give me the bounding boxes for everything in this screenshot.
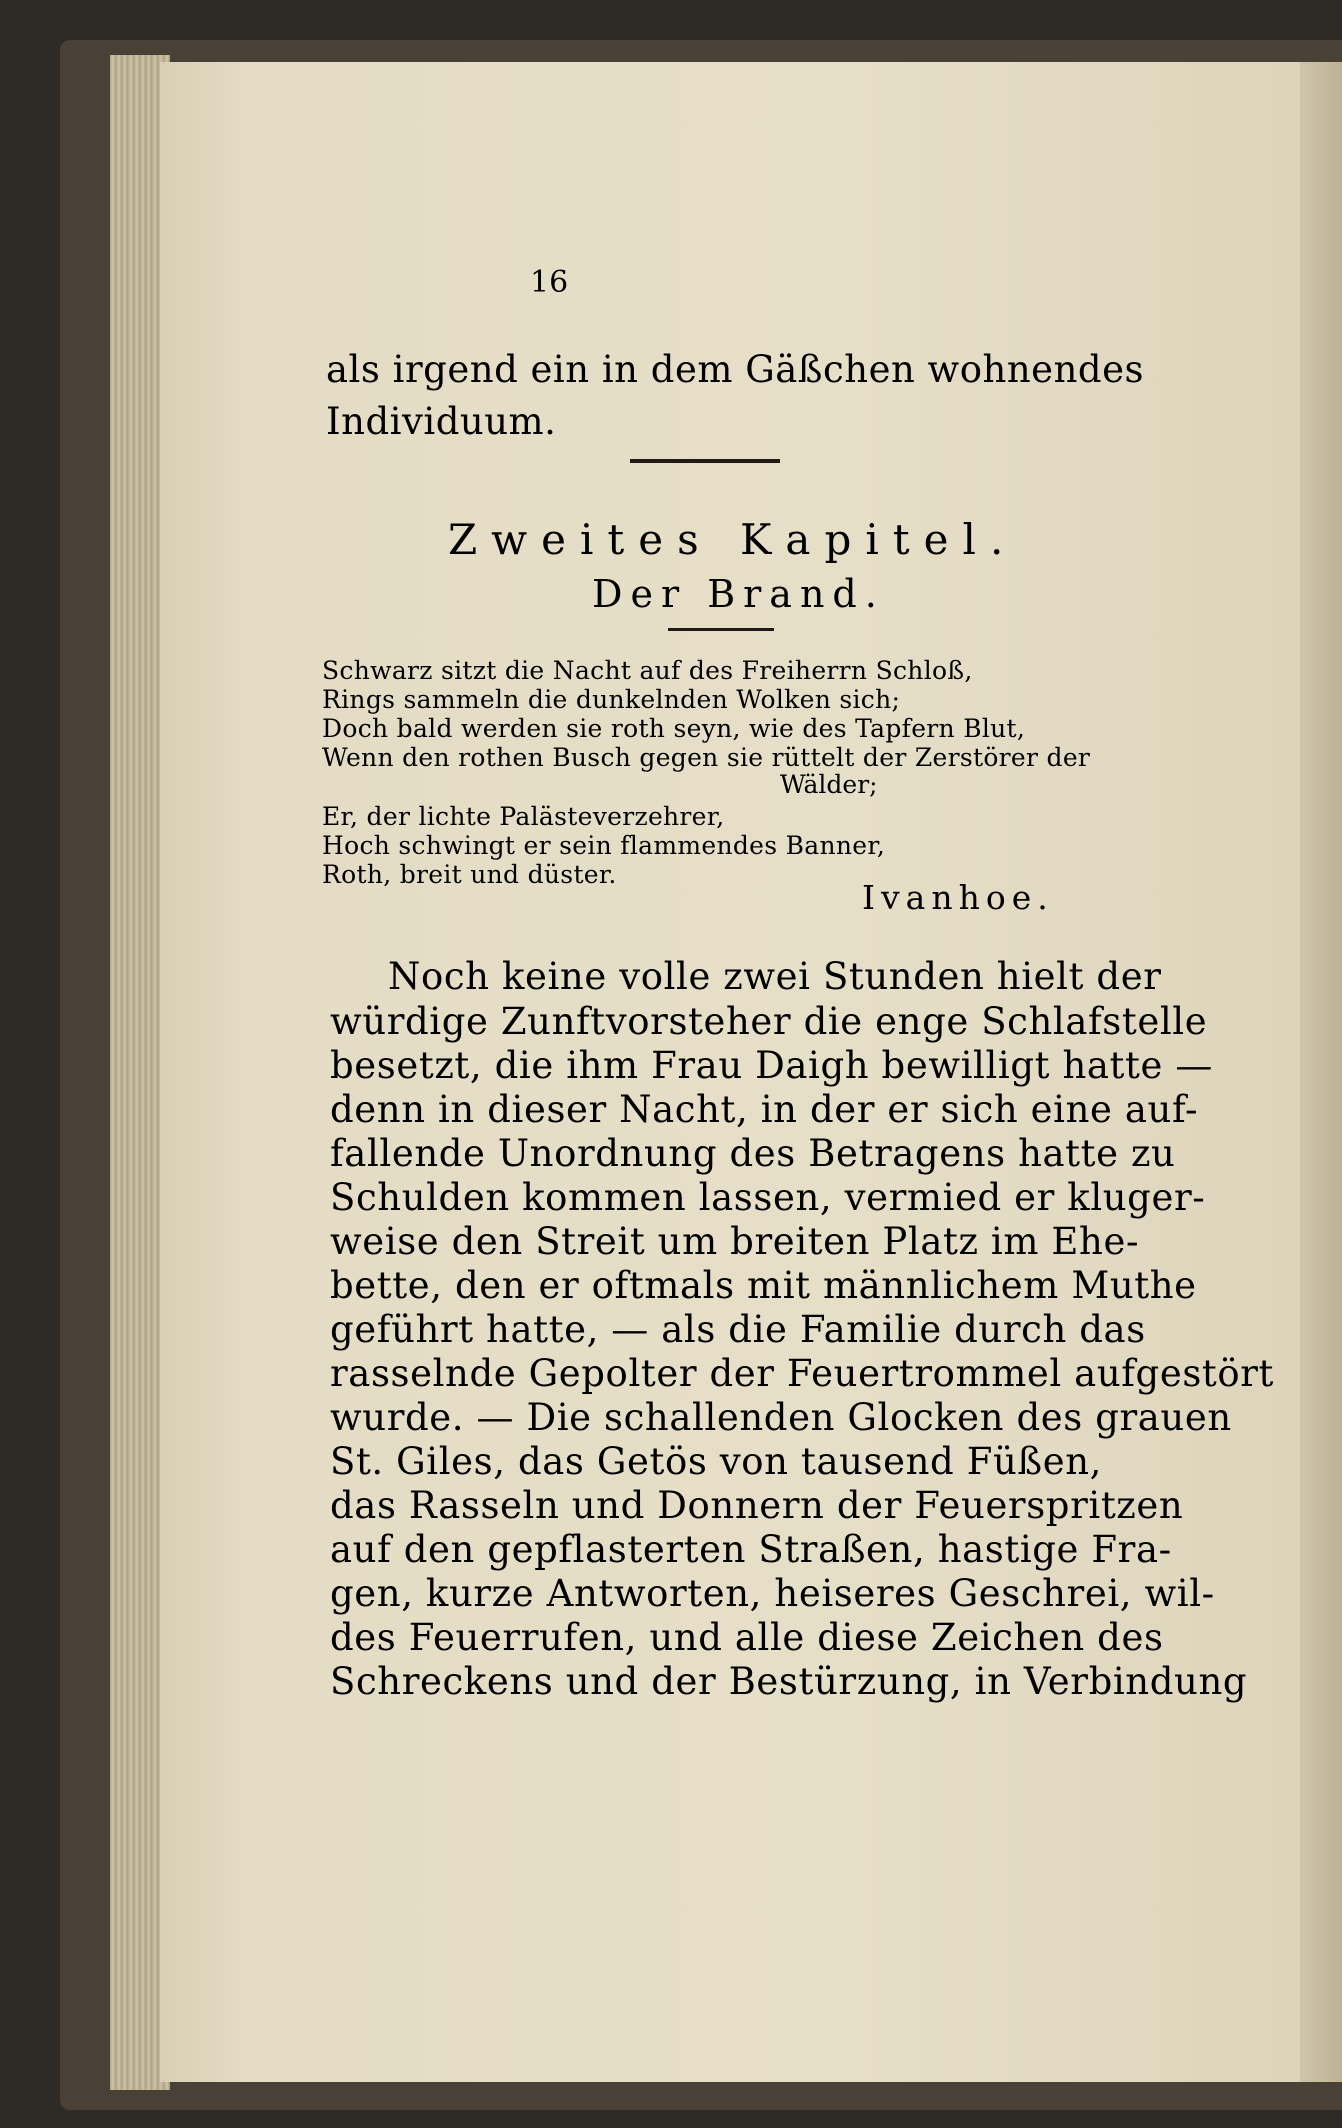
poem-source: Ivanhoe. — [862, 878, 1054, 917]
poem-line: Doch bald werden sie roth seyn, wie des Tapfern Blut, — [322, 714, 1026, 743]
opening-line: Individuum. — [326, 400, 557, 443]
poem-line: Wenn den rothen Busch gegen sie rüttelt der Zerstörer der — [322, 743, 1091, 772]
section-rule — [630, 459, 780, 463]
poem-line: Hoch schwingt er sein flammendes Banner, — [322, 831, 886, 860]
paragraph-line: Noch keine volle zwei Stunden hielt der — [388, 955, 1162, 998]
paragraph-line: fallende Unordnung des Betragens hatte zu — [330, 1132, 1176, 1175]
facing-page-edge — [1300, 62, 1342, 2082]
poem-line: Er, der lichte Palästeverzehrer, — [322, 802, 725, 831]
paragraph-line: des Feuerrufen, und alle diese Zeichen des — [330, 1616, 1164, 1659]
poem-line: Rings sammeln die dunkelnden Wolken sich; — [322, 685, 901, 714]
paragraph-line: wurde. — Die schallenden Glocken des grauen — [330, 1396, 1232, 1439]
paragraph-line: Schulden kommen lassen, vermied er kluger- — [330, 1176, 1206, 1219]
paragraph-line: rasselnde Gepolter der Feuertrommel aufgestört — [330, 1352, 1275, 1395]
paragraph-line: besetzt, die ihm Frau Daigh bewilligt hatte — — [330, 1044, 1213, 1087]
opening-line: als irgend ein in dem Gäßchen wohnendes — [326, 348, 1144, 391]
paragraph-line: denn in dieser Nacht, in der er sich eine auf- — [330, 1088, 1199, 1131]
paragraph-line: St. Giles, das Getös von tausend Füßen, — [330, 1440, 1102, 1483]
poem-line: Roth, breit und düster. — [322, 860, 617, 889]
chapter-subtitle: Der Brand. — [592, 572, 885, 616]
paragraph-line: würdige Zunftvorsteher die enge Schlafstelle — [330, 1000, 1208, 1043]
paragraph-line: Schreckens und der Bestürzung, in Verbindung — [330, 1660, 1248, 1703]
paragraph-line: auf den gepflasterten Straßen, hastige Fra- — [330, 1528, 1172, 1571]
chapter-title: Zweites Kapitel. — [448, 515, 1018, 564]
paragraph-line: das Rasseln und Donnern der Feuerspritzen — [330, 1484, 1184, 1527]
paragraph-line: bette, den er oftmals mit männlichem Muthe — [330, 1264, 1197, 1307]
poem-line: Schwarz sitzt die Nacht auf des Freiherrn Schloß, — [322, 656, 973, 685]
section-rule — [668, 628, 774, 631]
paragraph-line: geführt hatte, — als die Familie durch das — [330, 1308, 1146, 1351]
page-number: 16 — [530, 265, 569, 300]
paragraph-line: weise den Streit um breiten Platz im Ehe- — [330, 1220, 1140, 1263]
poem-line-continuation: Wälder; — [780, 770, 878, 799]
paragraph-line: gen, kurze Antworten, heiseres Geschrei, wil- — [330, 1572, 1215, 1615]
